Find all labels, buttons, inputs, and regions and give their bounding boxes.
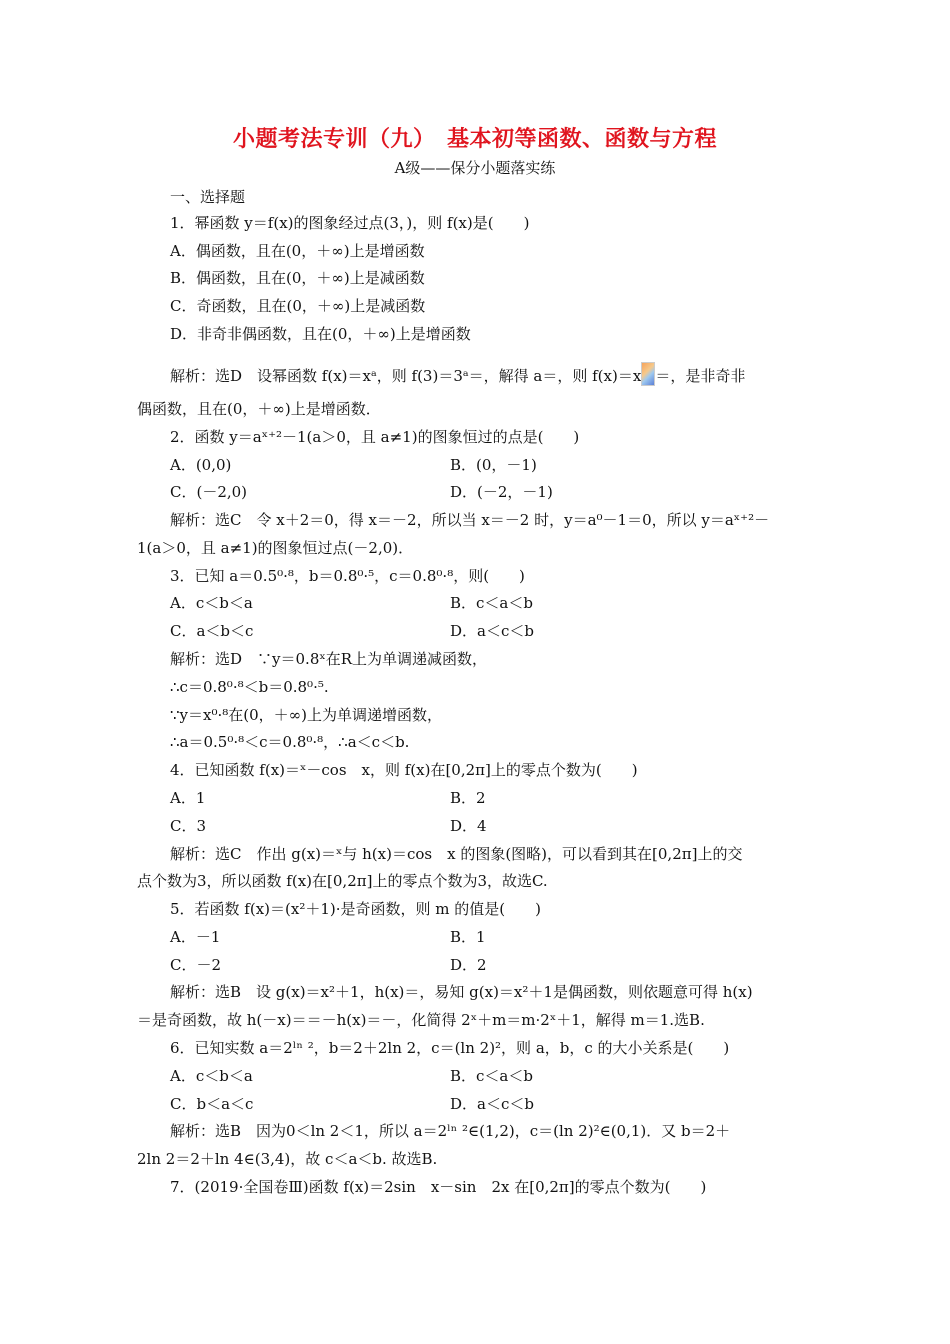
solution-text: 解析：选D 设幂函数 f(x)＝xᵃ，则 f(3)＝3ᵃ＝，解得 a＝，则 f(x)＝x [170, 367, 642, 385]
solution-line: ∵y＝x⁰·⁸在(0，＋∞)上为单调递增函数， [170, 706, 443, 724]
option-c: C．b＜a＜c [170, 1095, 254, 1113]
option-c: C．3 [170, 817, 207, 835]
section-heading: 一、选择题 [170, 188, 246, 206]
solution-line: 解析：选D ∵y＝0.8ˣ在R上为单调递减函数， [170, 650, 488, 668]
option-a: A．偶函数，且在(0，＋∞)上是增函数 [170, 242, 425, 260]
question-4: 4．已知函数 f(x)＝ˣ－cos x，则 f(x)在[0,2π]上的零点个数为( ) [170, 761, 638, 779]
page-title: 小题考法专训（九） 基本初等函数、函数与方程 [232, 127, 717, 152]
option-d: D．(－2，－1) [450, 483, 553, 501]
option-b: B．c＜a＜b [450, 594, 533, 612]
question-2: 2．函数 y＝aˣ⁺²－1(a＞0，且 a≠1)的图象恒过的点是( ) [170, 428, 580, 446]
solution-line: 解析：选B 设 g(x)＝x²＋1，h(x)＝，易知 g(x)＝x²＋1是偶函数，则依题意可得 h(x) [170, 983, 753, 1001]
question-7: 7．(2019·全国卷Ⅲ)函数 f(x)＝2sin x－sin 2x 在[0,2π]的零点个数为( ) [170, 1178, 707, 1196]
option-a: A．c＜b＜a [170, 594, 253, 612]
option-c: C．a＜b＜c [170, 622, 254, 640]
option-a: A．c＜b＜a [170, 1067, 253, 1085]
option-c: C．(－2,0) [170, 483, 248, 501]
option-a: A．－1 [170, 928, 221, 946]
option-a: A．(0,0) [170, 456, 232, 474]
solution-line: 解析：选B 因为0＜ln 2＜1，所以 a＝2ˡⁿ ²∈(1,2)，c＝(ln 2)²∈(0,1)．又 b＝2＋ [170, 1122, 731, 1140]
question-5: 5．若函数 f(x)＝(x²＋1)·是奇函数，则 m 的值是( ) [170, 900, 541, 918]
question-1: 1．幂函数 y＝f(x)的图象经过点(3，)，则 f(x)是( ) [170, 214, 530, 232]
option-c: C．奇函数，且在(0，＋∞)上是减函数 [170, 297, 426, 315]
question-3: 3．已知 a＝0.5⁰·⁸，b＝0.8⁰·⁵，c＝0.8⁰·⁸，则( ) [170, 567, 525, 585]
option-b: B．1 [450, 928, 486, 946]
option-d: D．4 [450, 817, 487, 835]
option-b: B．(0，－1) [450, 456, 537, 474]
solution-line: ∴c＝0.8⁰·⁸＜b＝0.8⁰·⁵. [170, 678, 329, 696]
option-b: B．2 [450, 789, 486, 807]
solution-line: ＝是奇函数，故 h(－x)＝＝－h(x)＝－，化简得 2ˣ＋m＝m·2ˣ＋1，解得 m＝1.选B. [137, 1011, 705, 1029]
solution-line: ∴a＝0.5⁰·⁸＜c＝0.8⁰·⁸，∴a＜c＜b. [170, 733, 410, 751]
option-c: C．－2 [170, 956, 222, 974]
solution-line [170, 362, 745, 386]
option-d: D．a＜c＜b [450, 622, 534, 640]
option-d: D．a＜c＜b [450, 1095, 534, 1113]
option-b: B．偶函数，且在(0，＋∞)上是减函数 [170, 269, 425, 287]
page-subtitle: A级——保分小题落实练 [394, 159, 556, 177]
solution-line: 2ln 2＝2＋ln 4∈(3,4)，故 c＜a＜b. 故选B. [137, 1150, 438, 1168]
solution-line: 点个数为3，所以函数 f(x)在[0,2π]上的零点个数为3，故选C. [137, 872, 548, 890]
option-a: A．1 [170, 789, 206, 807]
option-b: B．c＜a＜b [450, 1067, 533, 1085]
option-d: D．2 [450, 956, 487, 974]
option-d: D．非奇非偶函数，且在(0，＋∞)上是增函数 [170, 325, 471, 343]
solution-line: 1(a＞0，且 a≠1)的图象恒过点(－2,0)． [137, 539, 414, 557]
solution-line: 解析：选C 令 x＋2＝0，得 x＝－2，所以当 x＝－2 时，y＝a⁰－1＝0，所以 y＝aˣ⁺²－ [170, 511, 770, 529]
solution-line: 偶函数，且在(0，＋∞)上是增函数． [137, 400, 381, 418]
formula-image-icon [641, 362, 655, 386]
question-6: 6．已知实数 a＝2ˡⁿ ²，b＝2＋2ln 2，c＝(ln 2)²，则 a，b，c 的大小关系是( ) [170, 1039, 730, 1057]
solution-line: 解析：选C 作出 g(x)＝ˣ与 h(x)＝cos x 的图象(图略)，可以看到其在[0,2π]上的交 [170, 845, 743, 863]
solution-text: ＝，是非奇非 [655, 367, 746, 385]
